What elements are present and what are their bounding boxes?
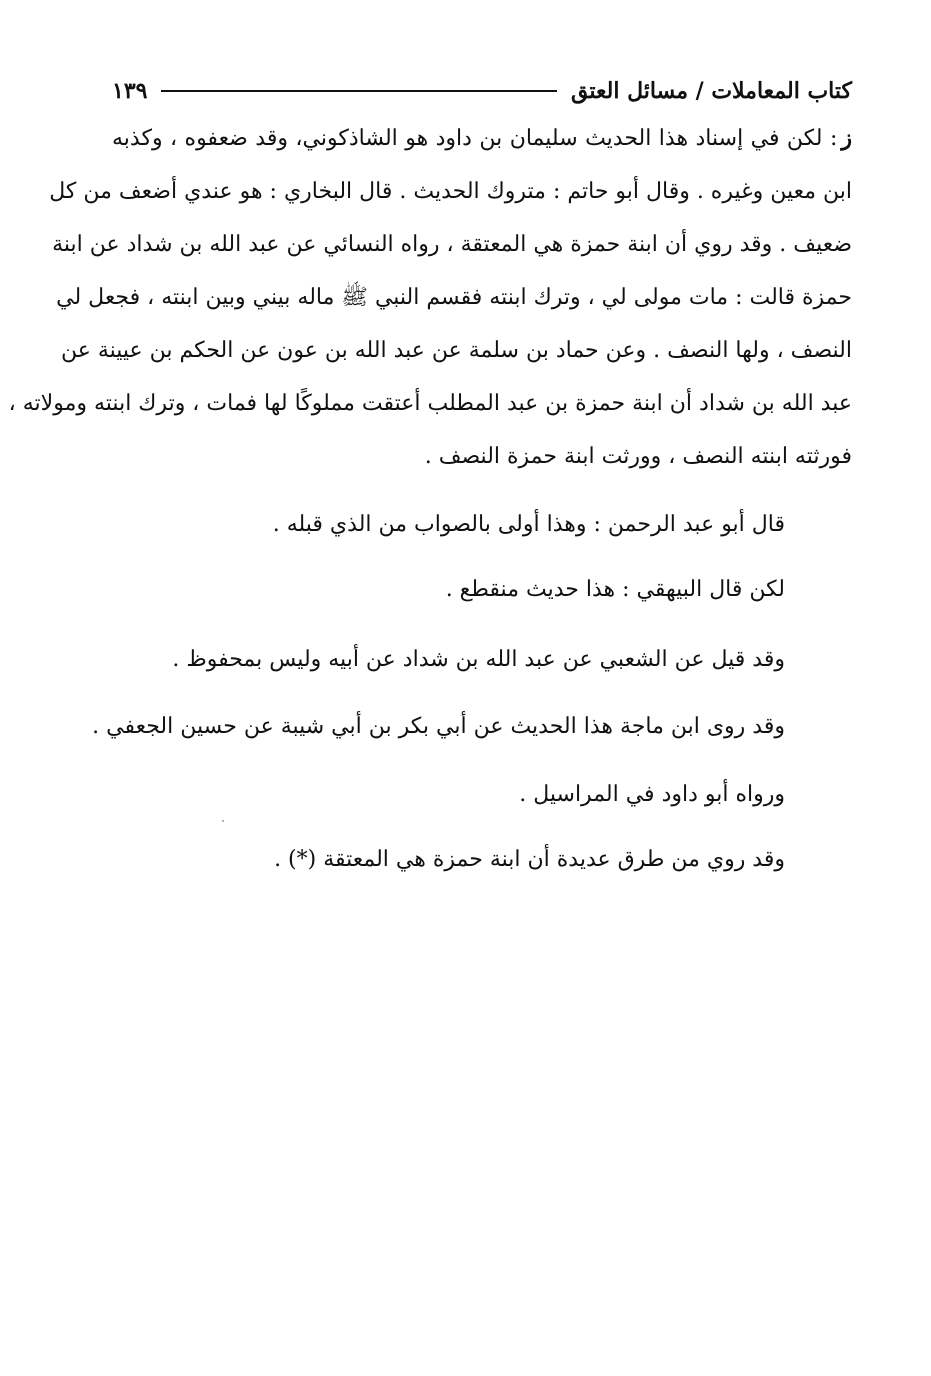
text-line: عبد الله بن شداد أن ابنة حمزة بن عبد المطلب أعتقت مملوكًا لها فمات ، وترك ابنته ومولاته ،	[8, 391, 852, 416]
scan-speck	[222, 820, 224, 822]
text-line-content: : لكن في إسناد هذا الحديث سليمان بن داود هو الشاذكوني، وقد ضعفوه ، وكذبه	[112, 126, 838, 151]
main-paragraph	[8, 112, 852, 483]
paragraph: ورواه أبو داود في المراسيل .	[519, 782, 785, 807]
page-header	[112, 76, 852, 106]
paragraph: وقد قيل عن الشعبي عن عبد الله بن شداد عن أبيه وليس بمحفوظ .	[172, 647, 785, 672]
section-marker: ز	[841, 125, 852, 151]
running-title: كتاب المعاملات / مسائل العتق	[571, 78, 852, 104]
page-number: ١٣٩	[112, 78, 148, 104]
text-line: فورثته ابنته النصف ، وورثت ابنة حمزة النصف .	[424, 444, 852, 469]
paragraph: وقد روي من طرق عديدة أن ابنة حمزة هي المعتقة (*) .	[274, 847, 785, 872]
paragraph: وقد روى ابن ماجة هذا الحديث عن أبي بكر بن أبي شيبة عن حسين الجعفي .	[92, 714, 785, 739]
text-line: ابن معين وغيره . وقال أبو حاتم : متروك الحديث . قال البخاري : هو عندي أضعف من كل	[49, 179, 852, 204]
text-line: حمزة قالت : مات مولى لي ، وترك ابنته فقسم النبي ﷺ ماله بيني وبين ابنته ، فجعل لي	[56, 285, 852, 310]
paragraph: قال أبو عبد الرحمن : وهذا أولى بالصواب من الذي قبله .	[272, 512, 785, 537]
paragraph: لكن قال البيهقي : هذا حديث منقطع .	[445, 577, 785, 602]
text-line: النصف ، ولها النصف . وعن حماد بن سلمة عن عبد الله بن عون عن الحكم بن عيينة عن	[60, 338, 852, 363]
header-rule	[161, 90, 557, 92]
text-line	[112, 112, 852, 165]
text-line: ضعيف . وقد روي أن ابنة حمزة هي المعتقة ، رواه النسائي عن عبد الله بن شداد عن ابنة	[52, 232, 852, 257]
